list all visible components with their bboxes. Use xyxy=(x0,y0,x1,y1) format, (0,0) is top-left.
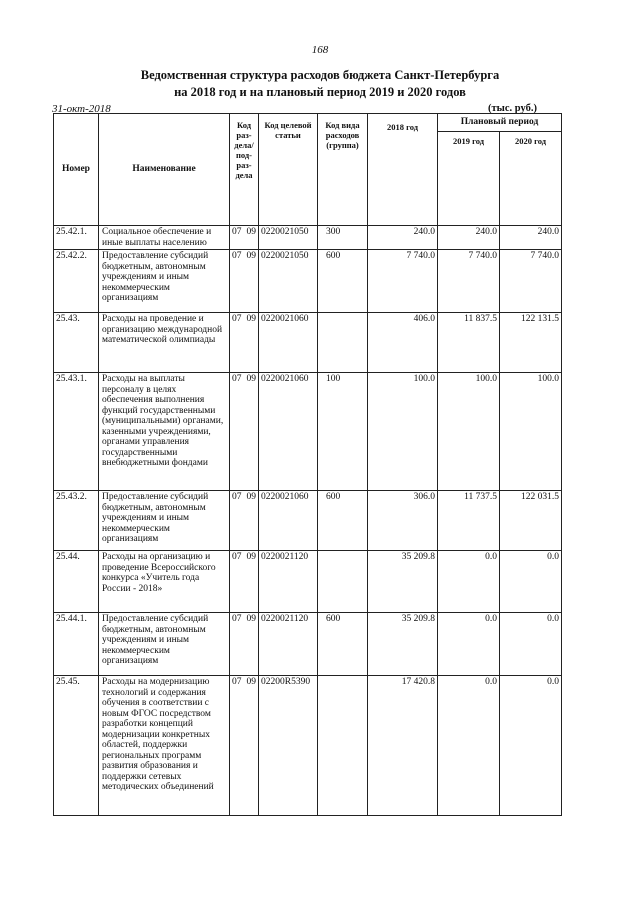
row-name: Предоставление субсидий бюджетным, автономным учреждениям и иным некоммерческим организациям xyxy=(99,613,230,676)
budget-table xyxy=(53,113,562,816)
header-expense-type-code: Код вида расходов (группа) xyxy=(318,114,368,226)
header-section-code: Код раз- дела/ под- раз- дела xyxy=(230,114,259,226)
row-value-2018: 406.0 xyxy=(368,313,438,373)
section-code: 07 xyxy=(232,492,242,502)
row-target-code: 02200R5390 xyxy=(259,676,318,816)
header-year-2020: 2020 год xyxy=(500,132,562,226)
subsection-code: 09 xyxy=(246,314,256,324)
header-target-code: Код целевой статьи xyxy=(259,114,318,226)
header-number: Номер xyxy=(54,114,99,226)
row-expense-type: 300 xyxy=(318,226,368,250)
section-code: 07 xyxy=(232,552,242,562)
row-expense-type xyxy=(318,313,368,373)
row-section-code xyxy=(230,676,259,816)
row-value-2019: 240.0 xyxy=(438,226,500,250)
section-code: 07 xyxy=(232,677,242,687)
row-value-2019: 0.0 xyxy=(438,551,500,613)
row-expense-type: 100 xyxy=(318,373,368,491)
row-expense-type: 600 xyxy=(318,250,368,313)
row-target-code: 0220021120 xyxy=(259,613,318,676)
row-target-code: 0220021060 xyxy=(259,313,318,373)
row-section-code xyxy=(230,313,259,373)
table-row xyxy=(54,373,562,491)
row-value-2020: 7 740.0 xyxy=(500,250,562,313)
subsection-code: 09 xyxy=(246,614,256,624)
row-value-2020: 122 131.5 xyxy=(500,313,562,373)
row-value-2018: 7 740.0 xyxy=(368,250,438,313)
row-name: Расходы на модернизацию технологий и содержания обучения в соответствии с новым ФГОС посредством разработки концепций модернизации конкретных областей, поддержки региональных программ развития образования и поддержки сетевых методических объединений xyxy=(99,676,230,816)
section-code: 07 xyxy=(232,374,242,384)
document-title xyxy=(60,67,580,101)
row-value-2019: 7 740.0 xyxy=(438,250,500,313)
table-row xyxy=(54,551,562,613)
title-line-1: Ведомственная структура расходов бюджета Санкт-Петербурга xyxy=(140,68,500,82)
row-section-code xyxy=(230,226,259,250)
row-name: Предоставление субсидий бюджетным, автономным учреждениям и иным некоммерческим организациям xyxy=(99,491,230,551)
row-value-2019: 11 837.5 xyxy=(438,313,500,373)
header-name: Наименование xyxy=(99,114,230,226)
row-number: 25.45. xyxy=(54,676,99,816)
row-number: 25.44.1. xyxy=(54,613,99,676)
row-target-code: 0220021060 xyxy=(259,373,318,491)
row-name: Расходы на организацию и проведение Всероссийского конкурса «Учитель года России - 2018» xyxy=(99,551,230,613)
subsection-code: 09 xyxy=(246,677,256,687)
row-section-code xyxy=(230,373,259,491)
row-name: Предоставление субсидий бюджетным, автономным учреждениям и иным некоммерческим организациям xyxy=(99,250,230,313)
units-label: (тыс. руб.) xyxy=(488,103,537,114)
row-name: Расходы на проведение и организацию международной математической олимпиады xyxy=(99,313,230,373)
row-number: 25.43.2. xyxy=(54,491,99,551)
row-value-2018: 240.0 xyxy=(368,226,438,250)
row-number: 25.42.2. xyxy=(54,250,99,313)
table-row xyxy=(54,313,562,373)
document-date: 31-окт-2018 xyxy=(52,103,111,115)
section-code: 07 xyxy=(232,314,242,324)
row-expense-type: 600 xyxy=(318,613,368,676)
row-name: Расходы на выплаты персоналу в целях обеспечения выполнения функций государственными (муниципальными) органами, казенными учреждениями, органами управления государственными внебюджетными фондами xyxy=(99,373,230,491)
row-value-2020: 122 031.5 xyxy=(500,491,562,551)
table-row xyxy=(54,676,562,816)
row-value-2020: 240.0 xyxy=(500,226,562,250)
row-number: 25.42.1. xyxy=(54,226,99,250)
subsection-code: 09 xyxy=(246,374,256,384)
section-code: 07 xyxy=(232,614,242,624)
row-target-code: 0220021050 xyxy=(259,226,318,250)
row-name: Социальное обеспечение и иные выплаты населению xyxy=(99,226,230,250)
page-number: 168 xyxy=(311,44,329,56)
header-year-2018: 2018 год xyxy=(368,114,438,226)
table-row xyxy=(54,613,562,676)
row-target-code: 0220021120 xyxy=(259,551,318,613)
header-year-2019: 2019 год xyxy=(438,132,500,226)
subsection-code: 09 xyxy=(246,227,256,237)
row-value-2018: 100.0 xyxy=(368,373,438,491)
row-expense-type: 600 xyxy=(318,491,368,551)
row-value-2018: 35 209.8 xyxy=(368,613,438,676)
table-row xyxy=(54,491,562,551)
row-target-code: 0220021050 xyxy=(259,250,318,313)
row-number: 25.43.1. xyxy=(54,373,99,491)
subsection-code: 09 xyxy=(246,251,256,261)
row-value-2019: 100.0 xyxy=(438,373,500,491)
header-planned-period: Плановый период xyxy=(438,114,562,132)
row-value-2020: 100.0 xyxy=(500,373,562,491)
table-row xyxy=(54,226,562,250)
subsection-code: 09 xyxy=(246,552,256,562)
row-value-2018: 306.0 xyxy=(368,491,438,551)
row-value-2019: 11 737.5 xyxy=(438,491,500,551)
row-expense-type xyxy=(318,551,368,613)
row-section-code xyxy=(230,613,259,676)
row-section-code xyxy=(230,491,259,551)
row-value-2019: 0.0 xyxy=(438,613,500,676)
title-line-2: на 2018 год и на плановый период 2019 и 2020 годов xyxy=(174,85,466,99)
row-value-2020: 0.0 xyxy=(500,613,562,676)
row-value-2018: 17 420.8 xyxy=(368,676,438,816)
section-code: 07 xyxy=(232,227,242,237)
row-section-code xyxy=(230,551,259,613)
row-value-2019: 0.0 xyxy=(438,676,500,816)
row-expense-type xyxy=(318,676,368,816)
row-number: 25.44. xyxy=(54,551,99,613)
section-code: 07 xyxy=(232,251,242,261)
row-number: 25.43. xyxy=(54,313,99,373)
row-value-2020: 0.0 xyxy=(500,551,562,613)
row-value-2018: 35 209.8 xyxy=(368,551,438,613)
row-value-2020: 0.0 xyxy=(500,676,562,816)
table-row xyxy=(54,250,562,313)
row-target-code: 0220021060 xyxy=(259,491,318,551)
row-section-code xyxy=(230,250,259,313)
subsection-code: 09 xyxy=(246,492,256,502)
